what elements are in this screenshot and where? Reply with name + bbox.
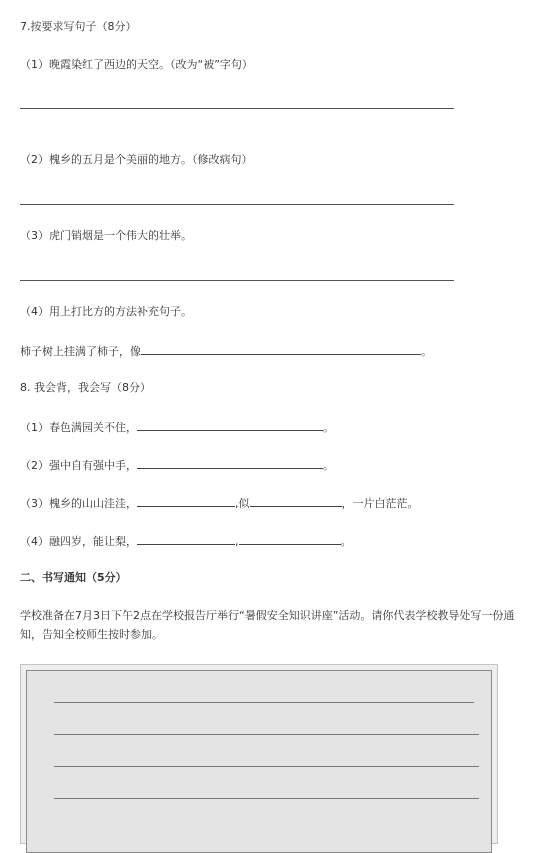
q7-item-1: （1）晚霞染红了西边的天空。（改为“被”字句） <box>20 58 253 71</box>
q8-item-4-prefix: （4）融四岁，能让梨， <box>20 535 137 548</box>
q7-fill-suffix: 。 <box>421 345 432 358</box>
answer-line-1[interactable] <box>20 108 454 109</box>
fill-blank[interactable] <box>137 532 235 545</box>
q8-item-4-suffix: 。 <box>340 535 352 548</box>
section2-title: 二、书写通知（5分） <box>20 571 127 584</box>
answer-line-2[interactable] <box>20 204 454 205</box>
writing-box <box>20 664 498 844</box>
writing-line-2[interactable] <box>54 734 479 735</box>
fill-blank[interactable] <box>141 342 421 355</box>
q8-item-2-prefix: （2）强中自有强中手， <box>20 459 137 472</box>
writing-area[interactable] <box>26 670 492 853</box>
writing-line-3[interactable] <box>54 766 479 767</box>
writing-line-4[interactable] <box>54 798 479 799</box>
fill-blank[interactable] <box>137 418 323 431</box>
fill-blank[interactable] <box>137 456 323 469</box>
q8-item-1-suffix: 。 <box>323 421 334 434</box>
answer-line-3[interactable] <box>20 280 454 281</box>
q8-item-2-suffix: 。 <box>323 459 334 472</box>
fill-blank[interactable] <box>137 494 235 507</box>
q7-title: 7.按要求写句子（8分） <box>20 20 137 33</box>
writing-line-1[interactable] <box>54 702 474 703</box>
q8-item-3 <box>20 494 419 512</box>
q7-item-2: （2）槐乡的五月是个美丽的地方。（修改病句） <box>20 153 253 166</box>
fill-blank[interactable] <box>239 532 341 545</box>
q8-title: 8. 我会背，我会写（8分） <box>20 381 151 394</box>
q7-fill-prefix: 柿子树上挂满了柿子，像 <box>20 345 141 358</box>
q7-item-4: （4）用上打比方的方法补充句子。 <box>20 305 192 318</box>
q8-item-1-prefix: （1）春色满园关不住， <box>20 421 137 434</box>
section2-para-line-2: 知，告知全校师生按时参加。 <box>20 628 163 641</box>
q7-item-3: （3）虎门销烟是一个伟大的壮举。 <box>20 229 192 242</box>
section2-para-line-1: 学校准备在7月3日下午2点在学校报告厅举行“暑假安全知识讲座”活动。请你代表学校教导处写一份通 <box>20 609 515 622</box>
q8-item-3-suffix: ，一片白茫茫。 <box>341 497 419 510</box>
q8-item-3-mid: ,似 <box>235 497 250 510</box>
q8-item-3-prefix: （3）槐乡的山山洼洼， <box>20 497 137 510</box>
q8-item-2 <box>20 456 334 474</box>
q8-item-1 <box>20 418 334 436</box>
fill-blank[interactable] <box>250 494 342 507</box>
q7-fill-sentence <box>20 342 432 360</box>
q8-item-4 <box>20 532 352 550</box>
q8-item-4-mid: , <box>235 535 239 548</box>
